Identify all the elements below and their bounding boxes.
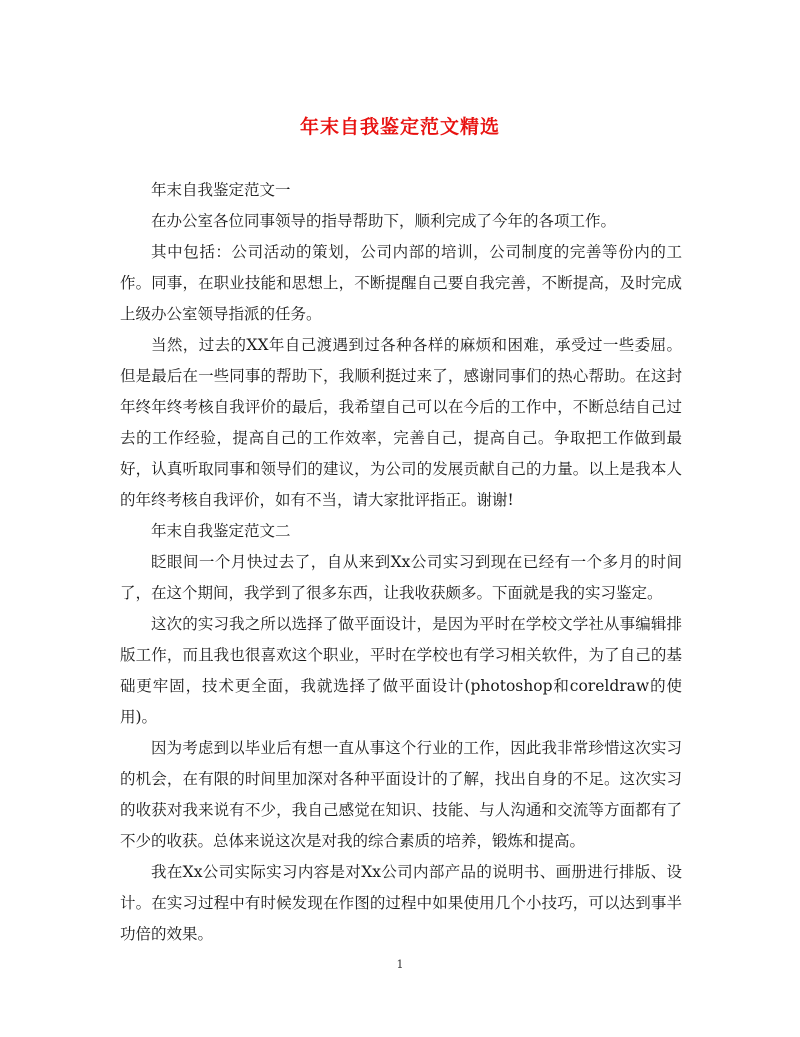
page-number: 1: [396, 958, 404, 971]
paragraph: 这次的实习我之所以选择了做平面设计，是因为平时在学校文学社从事编辑排版工作，而且我也很喜欢这个职业，平时在学校也有学习相关软件，为了自己的基础更牢固，技术更全面，我就选择了做平面设计(photoshop和coreldraw的使用)。: [120, 615, 682, 726]
page-title: 年末自我鉴定范文精选: [299, 116, 500, 138]
paragraph: 我在Xx公司实际实习内容是对Xx公司内部产品的说明书、画册进行排版、设计。在实习过程中有时候发现在作图的过程中如果使用几个小技巧，可以达到事半功倍的效果。: [120, 863, 682, 943]
paragraph: 其中包括：公司活动的策划，公司内部的培训，公司制度的完善等份内的工作。同事，在职业技能和思想上，不断提醒自己要自我完善，不断提高，及时完成上级办公室领导指派的任务。: [120, 243, 682, 323]
paragraph: 眨眼间一个月快过去了，自从来到Xx公司实习到现在已经有一个多月的时间了，在这个期间，我学到了很多东西，让我收获颇多。下面就是我的实习鉴定。: [120, 553, 682, 602]
section-heading-2: 年末自我鉴定范文二: [151, 522, 291, 540]
section-heading-1: 年末自我鉴定范文一: [151, 181, 291, 199]
paragraph: 当然，过去的XX年自己渡遇到过各种各样的麻烦和困难，承受过一些委屈。但是最后在一些同事的帮助下，我顺利挺过来了，感谢同事们的热心帮助。在这封年终年终考核自我评价的最后，我希望自己可以在今后的工作中，不断总结自己过去的工作经验，提高自己的工作效率，完善自己，提高自己。争取把工作做到最好，认真听取同事和领导们的建议，为公司的发展贡献自己的力量。以上是我本人的年终考核自我评价，如有不当，请大家批评指正。谢谢!: [120, 336, 682, 509]
paragraph: 在办公室各位同事领导的指导帮助下，顺利完成了今年的各项工作。: [151, 212, 617, 230]
paragraph: 因为考虑到以毕业后有想一直从事这个行业的工作，因此我非常珍惜这次实习的机会，在有限的时间里加深对各种平面设计的了解，找出自身的不足。这次实习的收获对我来说有不少，我自己感觉在知识、技能、与人沟通和交流等方面都有了不少的收获。总体来说这次是对我的综合素质的培养，锻炼和提高。: [120, 739, 682, 850]
document-body: [120, 175, 682, 950]
